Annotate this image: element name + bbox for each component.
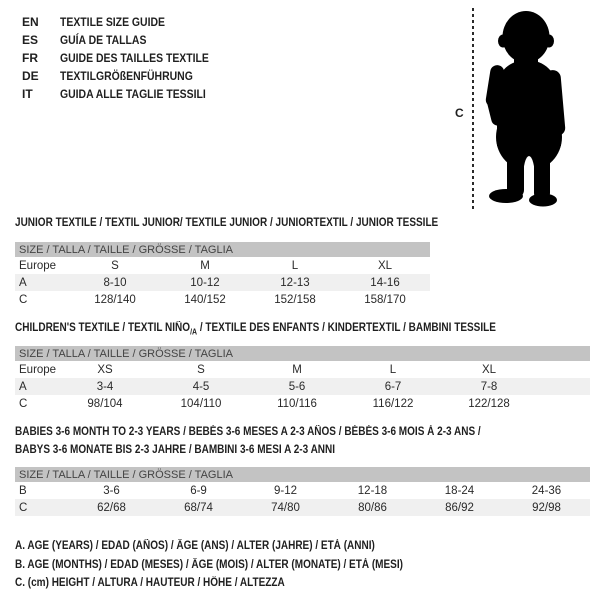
cell: 24-36 <box>531 484 562 497</box>
table-row <box>15 499 590 516</box>
cell: 110/116 <box>277 397 317 410</box>
title-part: CHILDREN'S TEXTILE / TEXTIL NIÑO <box>15 322 191 334</box>
cell: 98/104 <box>87 397 123 410</box>
cell: 92/98 <box>503 499 590 516</box>
cell: 3-4 <box>57 378 153 395</box>
lang-code: ES <box>22 33 39 47</box>
junior-section-title-text: JUNIOR TEXTILE / TEXTIL JUNIOR/ TEXTILE JUNIOR / JUNIORTEXTIL / JUNIOR TESSILE <box>15 217 439 229</box>
cell-empty <box>537 361 590 378</box>
row-label: Europe <box>19 363 57 376</box>
babies-title-line1: BABIES 3-6 MONTH TO 2-3 YEARS / BEBÉS 3-6 MESES A 2-3 AÑOS / BÉBÉS 3-6 MOIS À 2-3 ANS / <box>15 426 481 438</box>
footnote-a <box>15 537 461 556</box>
lang-row-es <box>22 31 231 49</box>
size-header-label: SIZE / TALLA / TAILLE / GRÖSSE / TAGLIA <box>15 467 590 482</box>
cell: 3-6 <box>103 484 120 497</box>
cell: 4-5 <box>153 378 249 395</box>
cell: 104/110 <box>180 397 222 410</box>
cell: 18-24 <box>444 484 475 497</box>
babies-section-title <box>15 423 550 459</box>
footnote-b <box>15 556 461 575</box>
footnote-text: B. AGE (MONTHS) / EDAD (MESES) / ÂGE (MOIS) / ALTER (MONATE) / ETÀ (MESI) <box>15 558 403 571</box>
row-label: A <box>15 274 70 291</box>
lang-row-de <box>22 67 231 85</box>
size-header-label: SIZE / TALLA / TAILLE / GRÖSSE / TAGLIA <box>15 242 430 257</box>
cell: 10-12 <box>160 274 250 291</box>
title-subscript: /A <box>190 327 198 337</box>
lang-label: TEXTILGRÖßENFÜHRUNG <box>60 69 193 83</box>
cell: 6-9 <box>190 484 207 497</box>
cell: 5-6 <box>249 378 345 395</box>
cell: 86/92 <box>416 499 503 516</box>
lang-row-it <box>22 85 231 103</box>
cell-empty <box>537 395 590 412</box>
cell: S <box>197 363 205 376</box>
cell: XL <box>377 259 393 272</box>
cell-empty <box>537 378 590 395</box>
row-label: C <box>19 397 28 410</box>
cell: 8-10 <box>70 274 160 291</box>
baby-silhouette-image <box>483 10 575 208</box>
cell: 68/74 <box>155 499 242 516</box>
cell: 12-18 <box>357 484 388 497</box>
lang-code: FR <box>22 51 38 65</box>
cell: M <box>292 363 302 376</box>
row-label: Europe <box>19 259 57 272</box>
cell: XL <box>481 363 497 376</box>
table-row <box>15 482 590 499</box>
junior-section-title <box>15 214 501 232</box>
legend-footnotes <box>15 537 461 593</box>
size-header-bar <box>15 346 590 361</box>
cell: S <box>111 259 119 272</box>
cell: 116/122 <box>372 397 414 410</box>
height-measure-label: C <box>455 106 464 120</box>
cell: 152/158 <box>274 293 316 306</box>
cell: 9-12 <box>273 484 298 497</box>
footnote-text: C. (cm) HEIGHT / ALTURA / HAUTEUR / HÖHE / ALTEZZA <box>15 577 285 589</box>
cell: 7-8 <box>441 378 537 395</box>
cell: M <box>200 259 210 272</box>
cell: 74/80 <box>242 499 329 516</box>
language-header <box>22 13 231 103</box>
size-header-label: SIZE / TALLA / TAILLE / GRÖSSE / TAGLIA <box>15 346 590 361</box>
cell: 140/152 <box>184 293 226 306</box>
title-part: / TEXTILE DES ENFANTS / KINDERTEXTIL / BAMBINI TESSILE <box>197 322 496 334</box>
table-row <box>15 257 430 274</box>
cell: 12-13 <box>250 274 340 291</box>
height-measure-dashed-line <box>472 8 474 210</box>
footnote-c <box>15 574 461 593</box>
lang-code: EN <box>22 15 39 29</box>
lang-label: GUÍA DE TALLAS <box>60 33 147 47</box>
lang-label: GUIDA ALLE TAGLIE TESSILI <box>60 87 206 101</box>
row-label: B <box>19 484 27 497</box>
cell: 128/140 <box>94 293 136 306</box>
lang-label: GUIDE DES TAILLES TEXTILE <box>60 51 209 65</box>
cell: XS <box>97 363 113 376</box>
cell: 158/170 <box>364 293 406 306</box>
cell: 80/86 <box>329 499 416 516</box>
cell: 6-7 <box>345 378 441 395</box>
lang-code: DE <box>22 69 39 83</box>
children-section-title-text <box>15 319 496 341</box>
cell: 62/68 <box>68 499 155 516</box>
cell: 14-16 <box>340 274 430 291</box>
row-label: A <box>15 378 57 395</box>
lang-row-fr <box>22 49 231 67</box>
babies-title-line2: BABYS 3-6 MONATE BIS 2-3 JAHRE / BAMBINI 3-6 MESI A 2-3 ANNI <box>15 444 336 456</box>
cell: L <box>389 363 397 376</box>
table-row <box>15 378 590 395</box>
children-size-table <box>15 346 590 412</box>
row-label: C <box>19 293 28 306</box>
cell: 122/128 <box>468 397 510 410</box>
lang-row-en <box>22 13 231 31</box>
table-row <box>15 395 590 412</box>
lang-code: IT <box>22 87 33 101</box>
table-row <box>15 274 430 291</box>
junior-size-table <box>15 242 430 308</box>
table-row <box>15 291 430 308</box>
table-row <box>15 361 590 378</box>
size-header-bar <box>15 467 590 482</box>
babies-size-table <box>15 467 590 516</box>
children-section-title <box>15 319 568 341</box>
row-label: C <box>15 499 68 516</box>
lang-label: TEXTILE SIZE GUIDE <box>60 15 165 29</box>
footnote-text: A. AGE (YEARS) / EDAD (AÑOS) / ÂGE (ANS) / ALTER (JAHRE) / ETÀ (ANNI) <box>15 540 375 552</box>
size-header-bar <box>15 242 430 257</box>
cell: L <box>291 259 299 272</box>
